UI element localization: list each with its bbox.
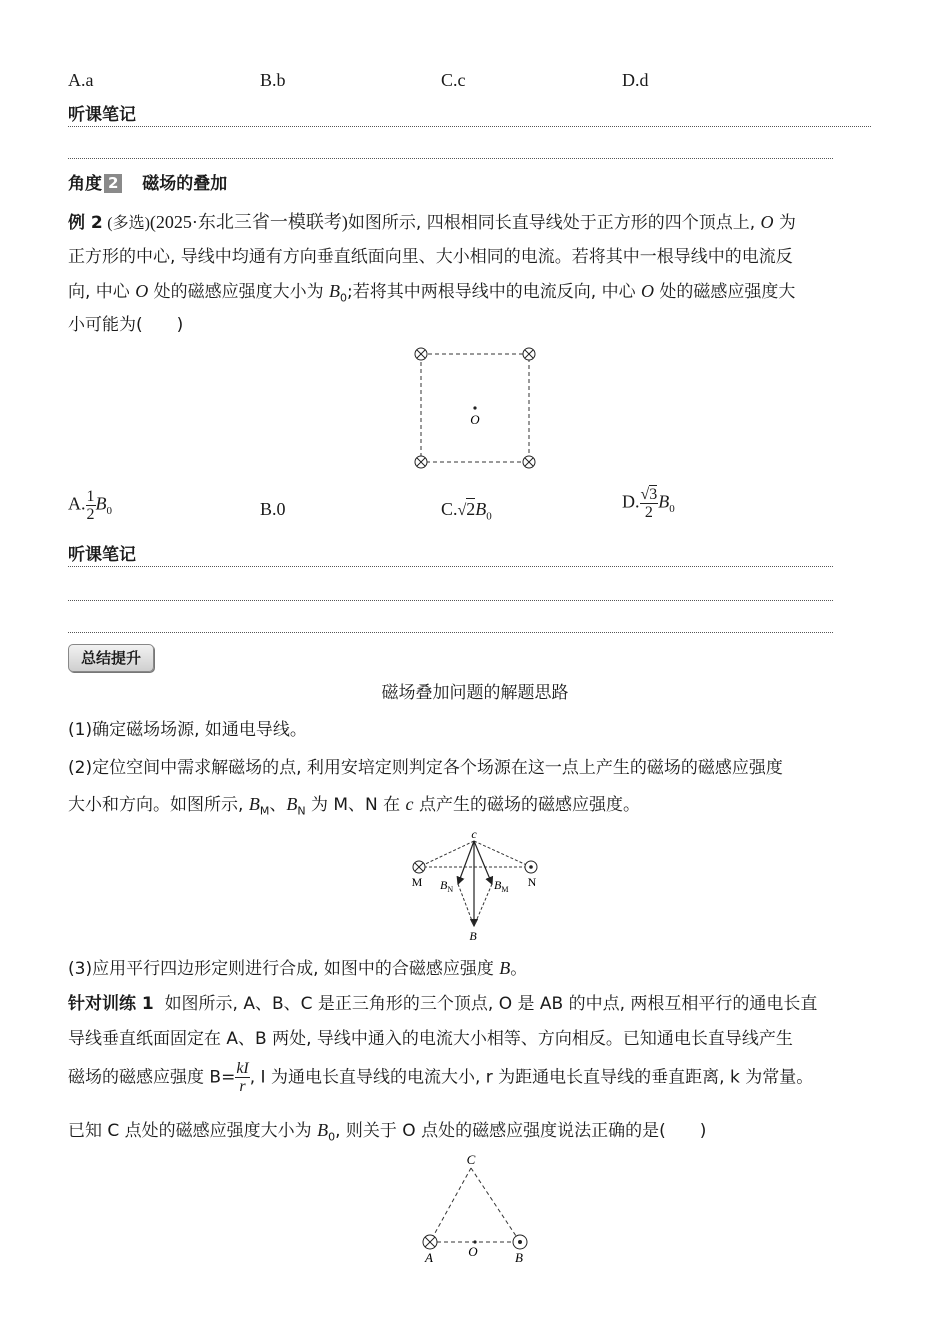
- example2-line4: 小可能为( ): [68, 315, 184, 335]
- option-b[interactable]: B.b: [260, 70, 286, 90]
- wire-in-icon-br: [523, 456, 535, 468]
- square-wires-figure: [400, 340, 550, 475]
- center-label: O: [470, 412, 480, 427]
- summary-step2-line2: 大小和方向。如图所示, $B_M$、$B_N$ 为 M、N 在 c 点产生的磁场的磁感应强度。: [68, 794, 640, 818]
- center-dot: [473, 406, 476, 409]
- summary-badge: 总结提升: [68, 644, 154, 672]
- option2-a[interactable]: A. $\frac{1}{2}$ $B_0$: [68, 488, 112, 523]
- label-BN: $B_N$: [440, 878, 454, 894]
- label-B: B: [469, 929, 477, 943]
- wire-in-icon-tl: [415, 348, 427, 360]
- point-C-label: C: [466, 1152, 476, 1167]
- point-M-label: M: [411, 875, 423, 889]
- wire-out-icon-N: [525, 861, 537, 873]
- example2-line2: 正方形的中心, 导线中均通有方向垂直纸面向里、大小相同的电流。若将其中一根导线中的电流反: [68, 247, 793, 267]
- side-CA: [430, 1168, 471, 1242]
- dash-c-N: [474, 841, 531, 867]
- wire-out-icon-B: [513, 1235, 527, 1249]
- point-N-label: N: [527, 875, 537, 889]
- training1-line3: 磁场的磁感应强度 B= $\frac{kI}{r}$ , I 为通电长直导线的电流大小, r 为距通电长直导线的垂直距离, k 为常量。: [68, 1060, 814, 1095]
- notes-line: [68, 566, 833, 567]
- wire-in-icon-M: [413, 861, 425, 873]
- triangle-figure: [410, 1150, 540, 1270]
- notes-line: [68, 126, 871, 127]
- summary-step2-line1: (2)定位空间中需求解磁场的点, 利用安培定则判定各个场源在这一点上产生的磁场的磁感应强度: [68, 758, 783, 778]
- option-d[interactable]: D.d: [622, 70, 649, 90]
- angle-heading: 角度 2 磁场的叠加: [68, 174, 228, 194]
- dash-BM-B: [474, 884, 492, 926]
- vector-superposition-figure: [400, 826, 550, 946]
- summary-step3: (3)应用平行四边形定则进行合成, 如图中的合磁感应强度 B。: [68, 958, 528, 979]
- point-c-label: c: [471, 827, 477, 841]
- notes-line: [68, 632, 833, 633]
- option2-d[interactable]: D. $\frac{√3}{2}$ $B_0$: [622, 486, 675, 521]
- notes-line: [68, 158, 833, 159]
- wire-in-icon-tr: [523, 348, 535, 360]
- wire-in-icon-A: [423, 1235, 437, 1249]
- notes-label: 听课笔记: [68, 545, 136, 565]
- wire-in-icon-bl: [415, 456, 427, 468]
- option-a[interactable]: A.a: [68, 70, 94, 90]
- label-BM: $B_M$: [494, 878, 509, 894]
- summary-step1: (1)确定磁场场源, 如通电导线。: [68, 720, 307, 740]
- training1-line1: 针对训练 1 如图所示, A、B、C 是正三角形的三个顶点, O 是 AB 的中点, 两根互相平行的通电长直: [68, 994, 818, 1014]
- point-A-label: A: [425, 1250, 433, 1265]
- option2-c[interactable]: $C.√2B_0$: [441, 499, 492, 523]
- training1-line4: 已知 C 点处的磁感应强度大小为 $B_0$, 则关于 O 点处的磁感应强度说法正确的是( ): [68, 1120, 707, 1144]
- point-B-label: B: [515, 1250, 523, 1265]
- example2-line1: 例 2 (多选)(2025·东北三省一模联考)如图所示, 四根相同长直导线处于正方形的四个顶点上, O 为: [68, 212, 796, 233]
- point-O-label: O: [468, 1244, 478, 1259]
- option-c[interactable]: C.c: [441, 70, 466, 90]
- dash-BN-B: [458, 884, 474, 926]
- angle-number: 2: [104, 174, 122, 193]
- side-CB: [471, 1168, 520, 1242]
- training1-line2: 导线垂直纸面固定在 A、B 两处, 导线中通入的电流大小相等、方向相反。已知通电长直导线产生: [68, 1029, 793, 1049]
- notes-line: [68, 600, 833, 601]
- notes-label: 听课笔记: [68, 105, 136, 125]
- summary-title: 磁场叠加问题的解题思路: [381, 683, 569, 703]
- example2-line3: 向, 中心 O 处的磁感应强度大小为 $B_0$;若将其中两根导线中的电流反向, 中心 O 处的磁感应强度大: [68, 281, 796, 305]
- option2-b[interactable]: B.0: [260, 499, 286, 519]
